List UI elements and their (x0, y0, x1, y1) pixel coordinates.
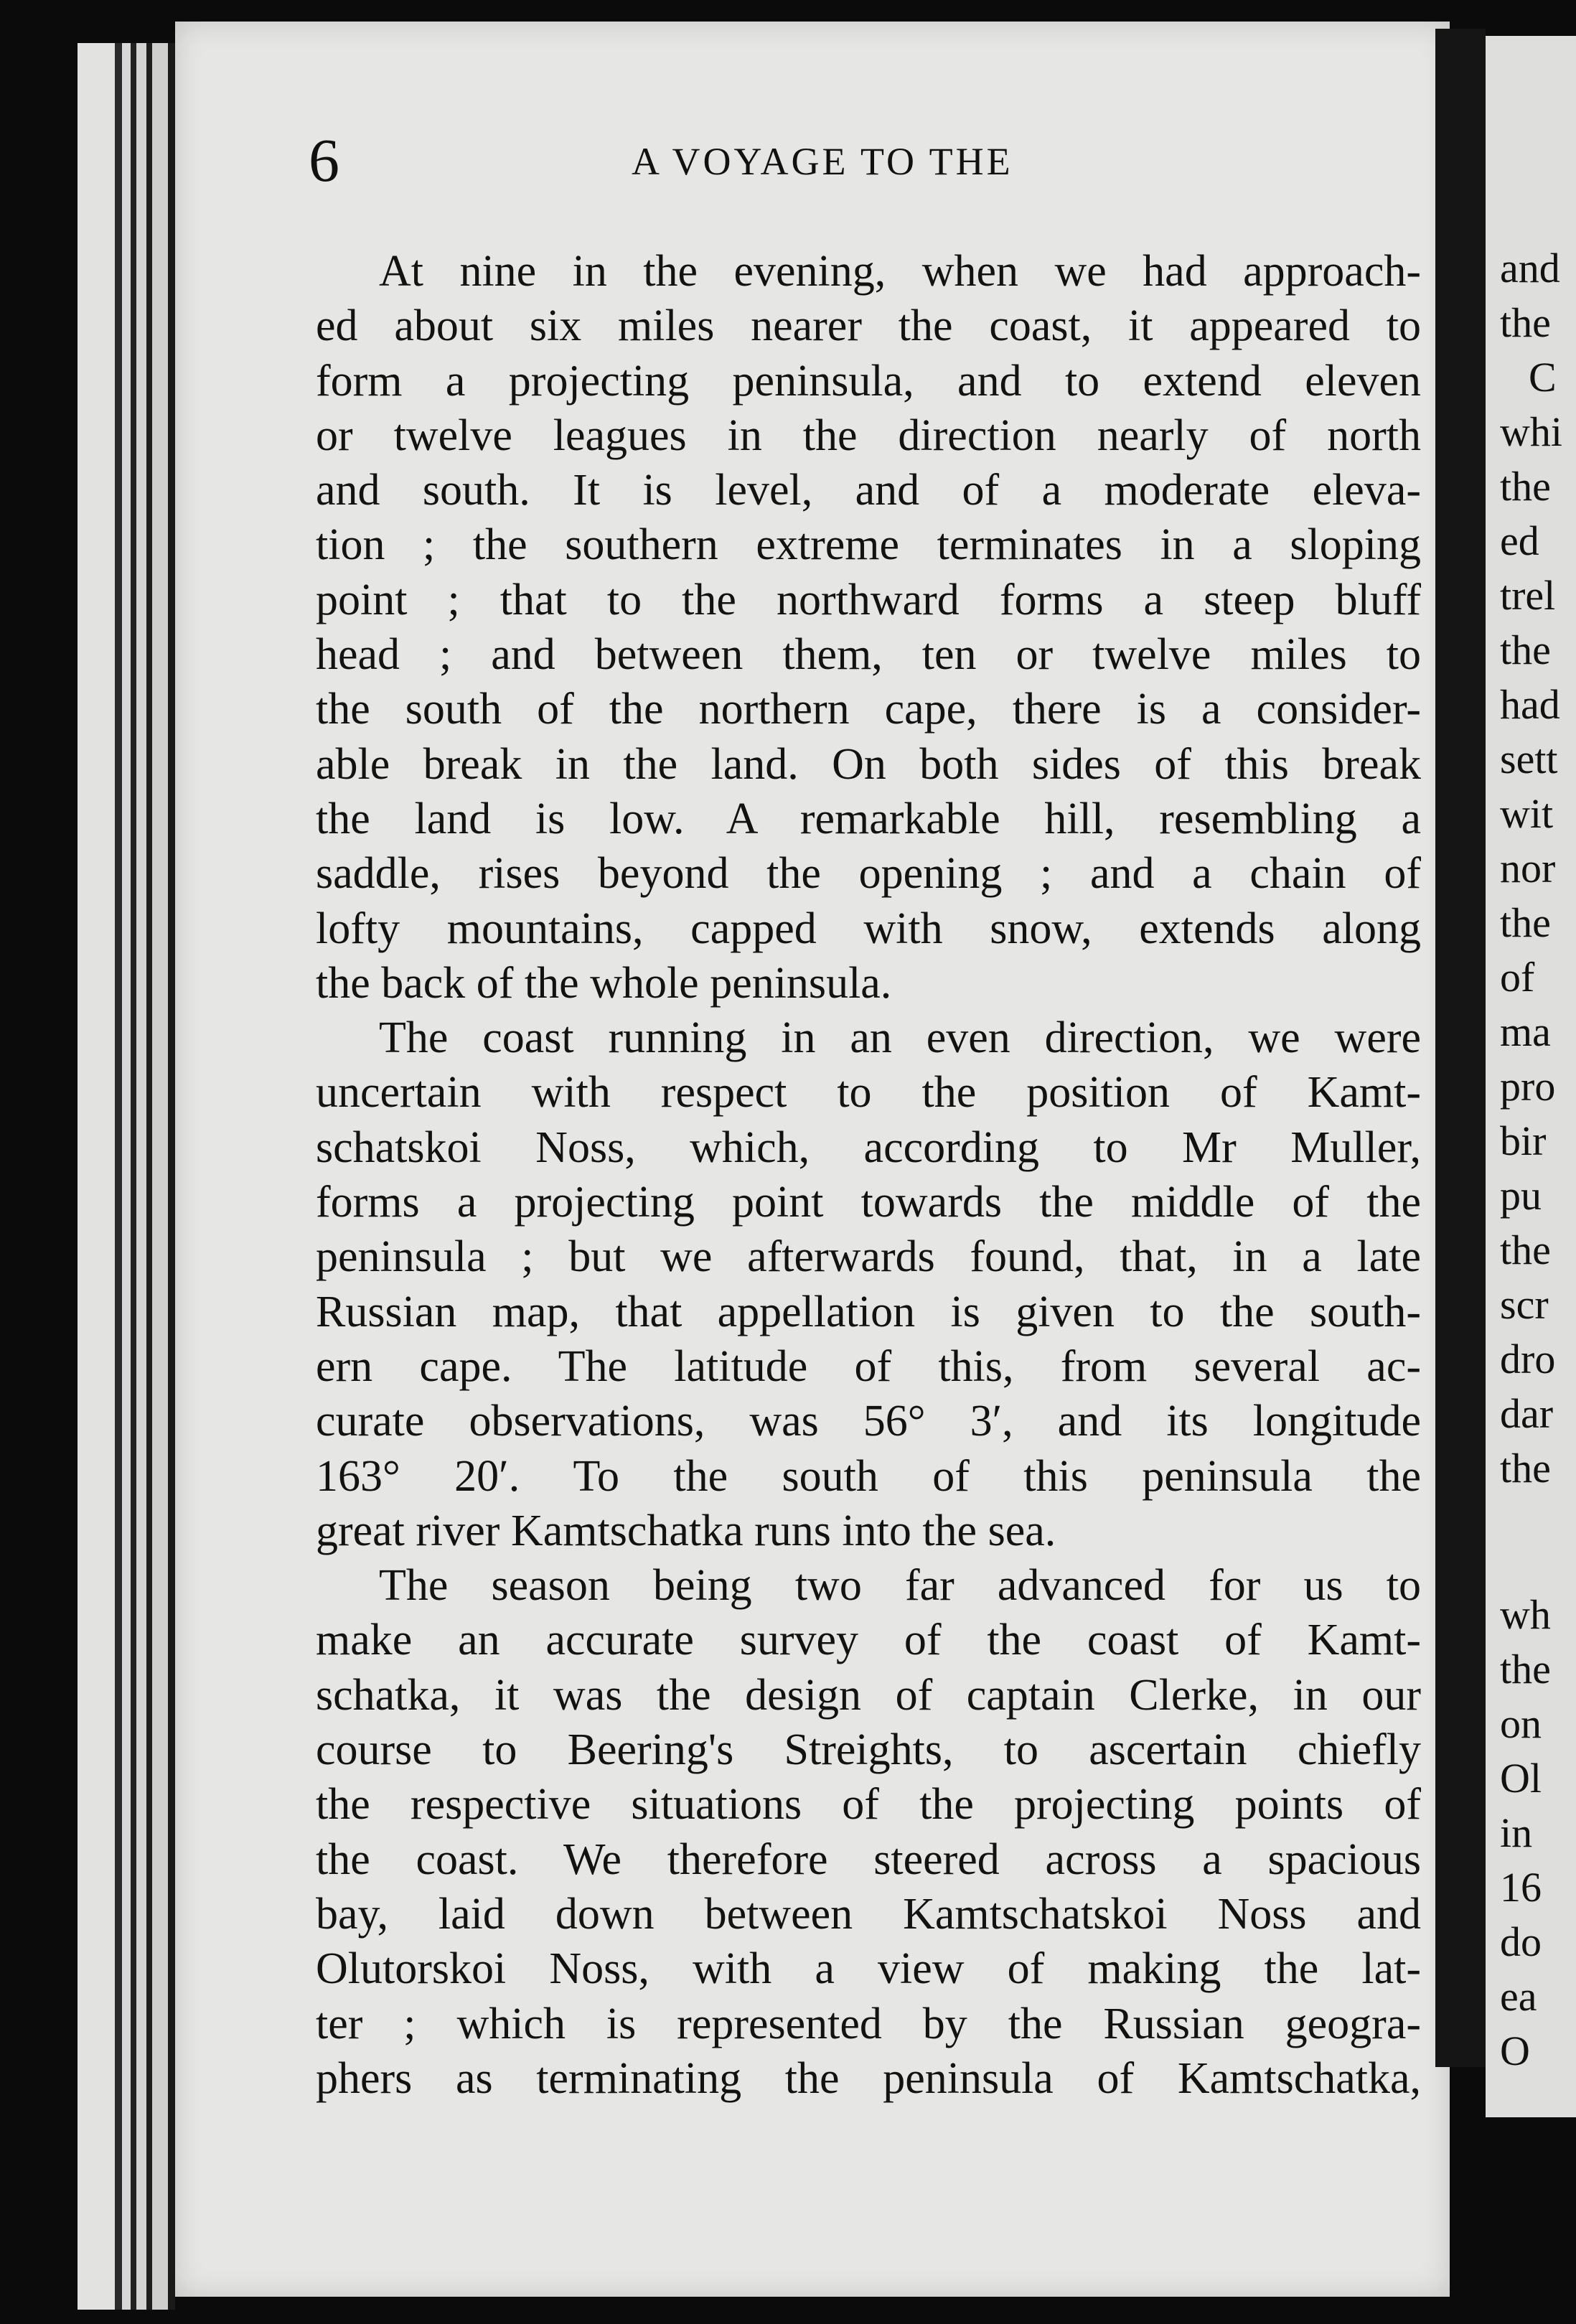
next-page-fragment: and (1500, 245, 1560, 291)
next-page-fragment: of (1500, 954, 1535, 1001)
next-page-fragment: whi (1500, 408, 1562, 455)
page-edge (115, 43, 122, 2310)
text-line: bay, laid down between Kamtschatskoi Noss and (316, 1889, 1421, 1939)
next-page-fragment: Ol (1500, 1755, 1542, 1801)
next-page-fragment: the (1500, 627, 1551, 673)
text-line: the south of the northern cape, there is a consider- (316, 685, 1421, 734)
next-page-fragment-column (1486, 1588, 1551, 2079)
text-line: and south. It is level, and of a moderate eleva- (316, 466, 1421, 515)
next-page-fragment: wh (1500, 1591, 1551, 1638)
text-line: great river Kamtschatka runs into the sea. (316, 1506, 1056, 1555)
next-page-fragment: nor (1500, 845, 1556, 891)
next-page-fragment: pro (1500, 1063, 1556, 1110)
text-line: course to Beering's Streights, to ascertain chiefly (316, 1725, 1421, 1775)
page-edge (122, 43, 131, 2310)
text-line: 163° 20′. To the south of this peninsula the (316, 1451, 1421, 1501)
text-line: ter ; which is represented by the Russian geogra- (316, 1999, 1421, 2048)
next-page-fragment: the (1500, 899, 1551, 946)
text-line: forms a projecting point towards the middle of the (316, 1178, 1421, 1227)
text-line: point ; that to the northward forms a steep bluff (316, 575, 1421, 624)
text-line: peninsula ; but we afterwards found, that, in a late (316, 1232, 1421, 1282)
text-line: schatka, it was the design of captain Clerke, in our (316, 1670, 1421, 1720)
next-page-fragment: bir (1500, 1118, 1547, 1164)
next-page-fragment: ea (1500, 1973, 1537, 2020)
text-line: curate observations, was 56° 3′, and its longitude (316, 1397, 1421, 1446)
text-line: The coast running in an even direction, we were (379, 1013, 1421, 1063)
text-line: At nine in the evening, when we had approach- (379, 247, 1421, 296)
next-page-fragment: dro (1500, 1336, 1556, 1382)
next-page-fragment: 16 (1500, 1864, 1542, 1911)
body-text (316, 244, 1421, 2106)
text-line: lofty mountains, capped with snow, extends along (316, 904, 1421, 953)
page-edge (152, 43, 168, 2310)
next-page-fragment: dar (1500, 1390, 1554, 1437)
next-page-edge (1486, 36, 1576, 2117)
next-page-fragment: ed (1500, 517, 1539, 564)
next-page-fragment: the (1500, 463, 1551, 510)
text-line: the back of the whole peninsula. (316, 958, 892, 1008)
next-page-fragment-column (1486, 241, 1562, 1496)
next-page-fragment: had (1500, 681, 1560, 728)
next-page-fragment: pu (1500, 1172, 1542, 1219)
next-page-fragment: the (1500, 1445, 1551, 1491)
text-line: the respective situations of the projecting points of (316, 1780, 1421, 1829)
page-edge (136, 43, 146, 2310)
page-edge (168, 43, 175, 2310)
text-line: uncertain with respect to the position of Kamt- (316, 1068, 1421, 1118)
next-page-fragment: the (1500, 1227, 1551, 1273)
text-line: ed about six miles nearer the coast, it appeared to (316, 301, 1421, 351)
next-page-fragment: in (1500, 1809, 1533, 1856)
book-gutter (1435, 29, 1486, 2067)
next-page-fragment: the (1500, 1646, 1551, 1692)
text-line: schatskoi Noss, which, according to Mr Muller, (316, 1123, 1421, 1172)
next-page-fragment: trel (1500, 572, 1556, 619)
text-line: head ; and between them, ten or twelve miles to (316, 630, 1421, 680)
next-page-fragment: on (1500, 1700, 1542, 1747)
text-line: the coast. We therefore steered across a spacious (316, 1835, 1421, 1884)
text-line: ern cape. The latitude of this, from several ac- (316, 1341, 1421, 1391)
next-page-fragment: scr (1500, 1281, 1549, 1328)
next-page-fragment: ma (1500, 1008, 1551, 1055)
running-head: A VOYAGE TO THE (632, 140, 1013, 183)
next-page-fragment: C (1529, 354, 1557, 400)
next-page-fragment: sett (1500, 736, 1558, 782)
text-line: tion ; the southern extreme terminates in a sloping (316, 520, 1421, 570)
text-line: The season being two far advanced for us to (379, 1561, 1421, 1611)
next-page-fragment: the (1500, 299, 1551, 346)
text-line: the land is low. A remarkable hill, resembling a (316, 794, 1421, 843)
text-line: able break in the land. On both sides of this break (316, 739, 1421, 789)
next-page-fragment: wit (1500, 790, 1554, 837)
page-header (301, 126, 1421, 195)
page-number: 6 (309, 126, 339, 195)
page-edge (146, 43, 152, 2310)
next-page-fragment: O (1500, 2028, 1530, 2074)
text-line: make an accurate survey of the coast of Kamt- (316, 1616, 1421, 1665)
text-line: Russian map, that appellation is given to the south- (316, 1287, 1421, 1336)
text-line: phers as terminating the peninsula of Kamtschatka, (316, 2053, 1421, 2103)
next-page-fragment: do (1500, 1918, 1542, 1965)
page-edge (131, 43, 136, 2310)
page-edge (78, 43, 115, 2310)
text-line: saddle, rises beyond the opening ; and a chain of (316, 849, 1421, 899)
text-line: or twelve leagues in the direction nearly of north (316, 411, 1421, 460)
text-line: Olutorskoi Noss, with a view of making the lat- (316, 1944, 1421, 1994)
text-line: form a projecting peninsula, and to extend eleven (316, 356, 1421, 406)
